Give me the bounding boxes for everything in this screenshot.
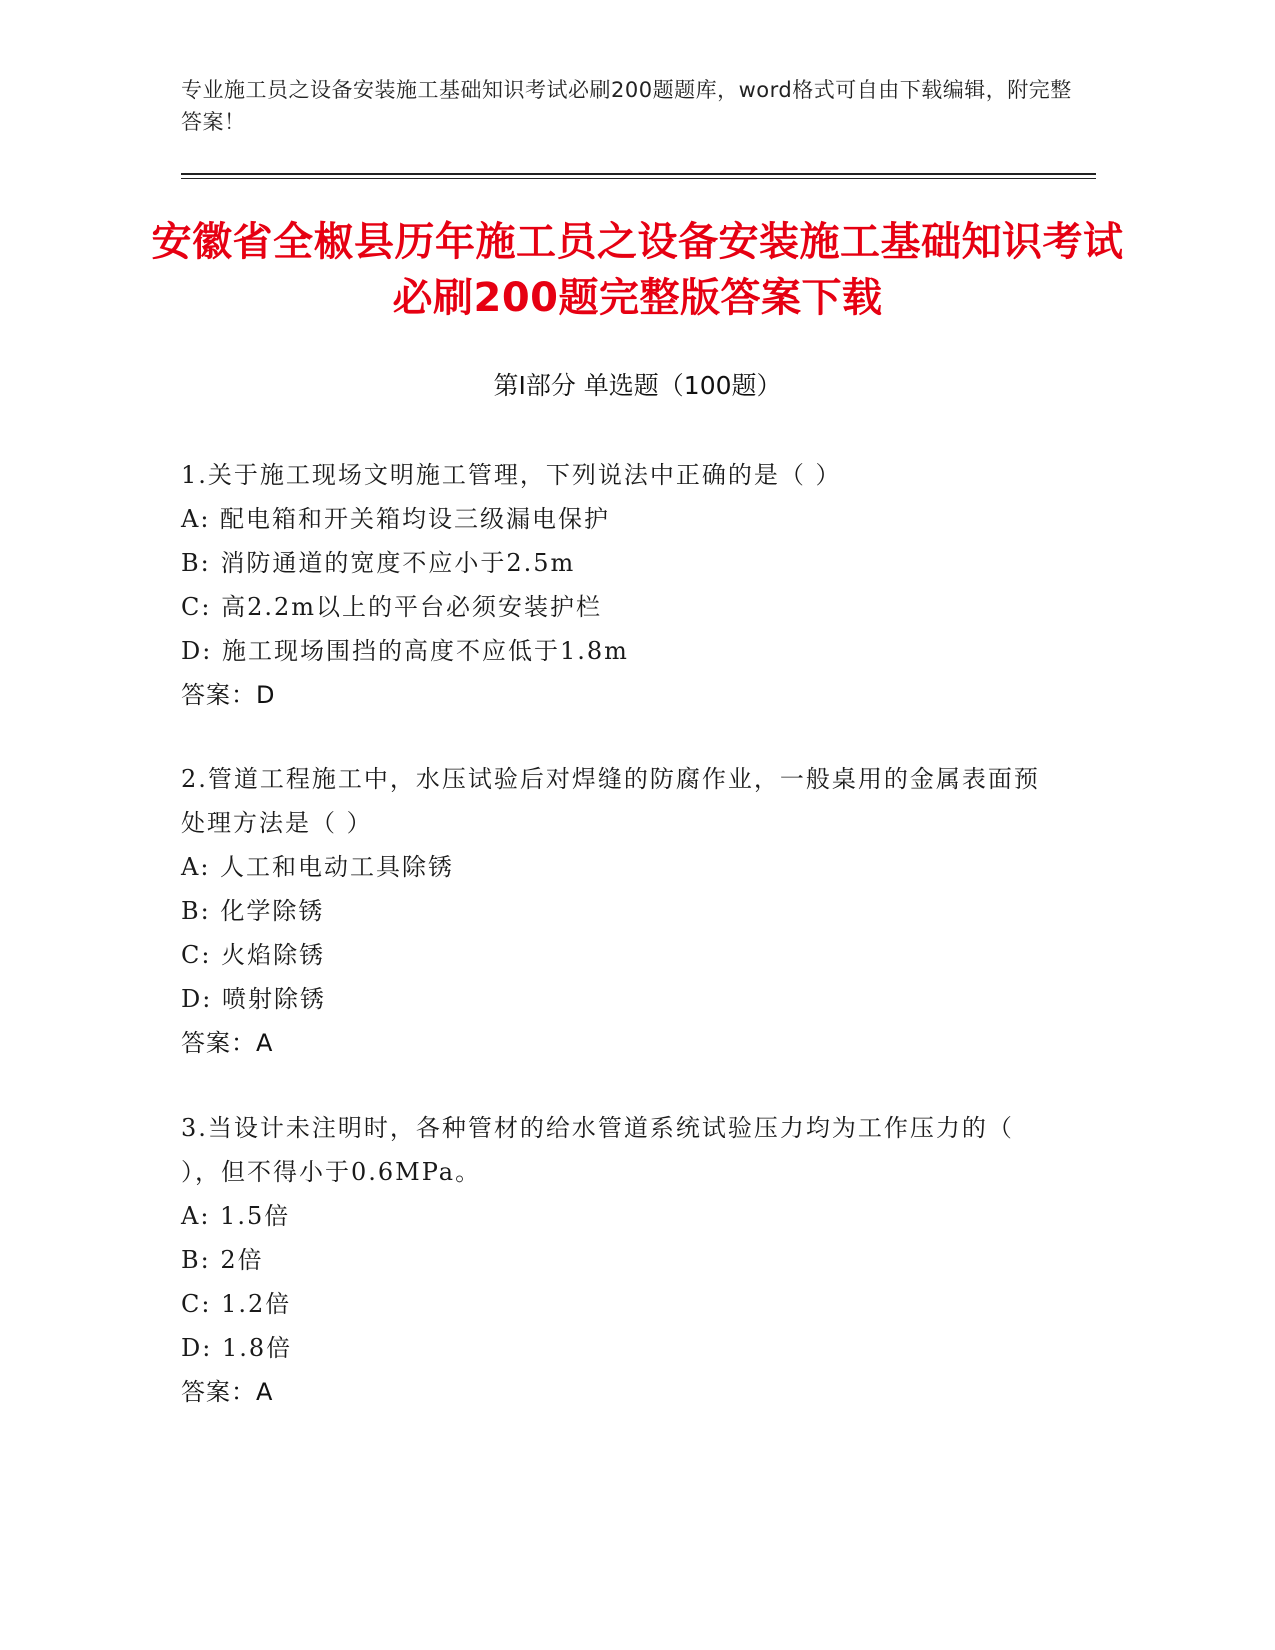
- header-divider-thick: [181, 173, 1096, 175]
- option-b: B: 消防通道的宽度不应小于2.5m: [181, 549, 576, 577]
- option-a: A: 配电箱和开关箱均设三级漏电保护: [181, 505, 611, 533]
- option-c: C: 高2.2m以上的平台必须安装护栏: [181, 593, 603, 621]
- option-d: D: 喷射除锈: [181, 985, 326, 1013]
- section-title: 第Ⅰ部分 单选题（100题）: [493, 371, 782, 400]
- option-c: C: 1.2倍: [181, 1290, 292, 1318]
- question-stem: 1.关于施工现场文明施工管理，下列说法中正确的是（ ）: [181, 461, 842, 489]
- header-note: 专业施工员之设备安装施工基础知识考试必刷200题题库，word格式可自由下载编辑，附完整答案！: [181, 78, 1072, 134]
- option-b: B: 2倍: [181, 1246, 264, 1274]
- question-stem: 2.管道工程施工中，水压试验后对焊缝的防腐作业，一般桌用的金属表面预处理方法是（ ）: [181, 765, 1040, 837]
- question-3: [181, 1106, 1041, 1414]
- option-c: C: 火焰除锈: [181, 941, 326, 969]
- option-d: D: 1.8倍: [181, 1334, 293, 1362]
- answer: 答案：A: [181, 1029, 274, 1057]
- question-2: [181, 757, 1041, 1065]
- header-divider-thin: [181, 178, 1096, 179]
- option-a: A: 人工和电动工具除锈: [181, 853, 455, 881]
- question-stem: 3.当设计未注明时，各种管材的给水管道系统试验压力均为工作压力的（ ），但不得小于0.6MPa。: [181, 1114, 1014, 1186]
- answer: 答案：A: [181, 1378, 274, 1406]
- document-title: 安徽省全椒县历年施工员之设备安装施工基础知识考试必刷200题完整版答案下载: [151, 219, 1124, 321]
- option-d: D: 施工现场围挡的高度不应低于1.8m: [181, 637, 629, 665]
- question-1: [181, 453, 1041, 717]
- answer: 答案：D: [181, 681, 276, 709]
- option-b: B: 化学除锈: [181, 897, 325, 925]
- option-a: A: 1.5倍: [181, 1202, 291, 1230]
